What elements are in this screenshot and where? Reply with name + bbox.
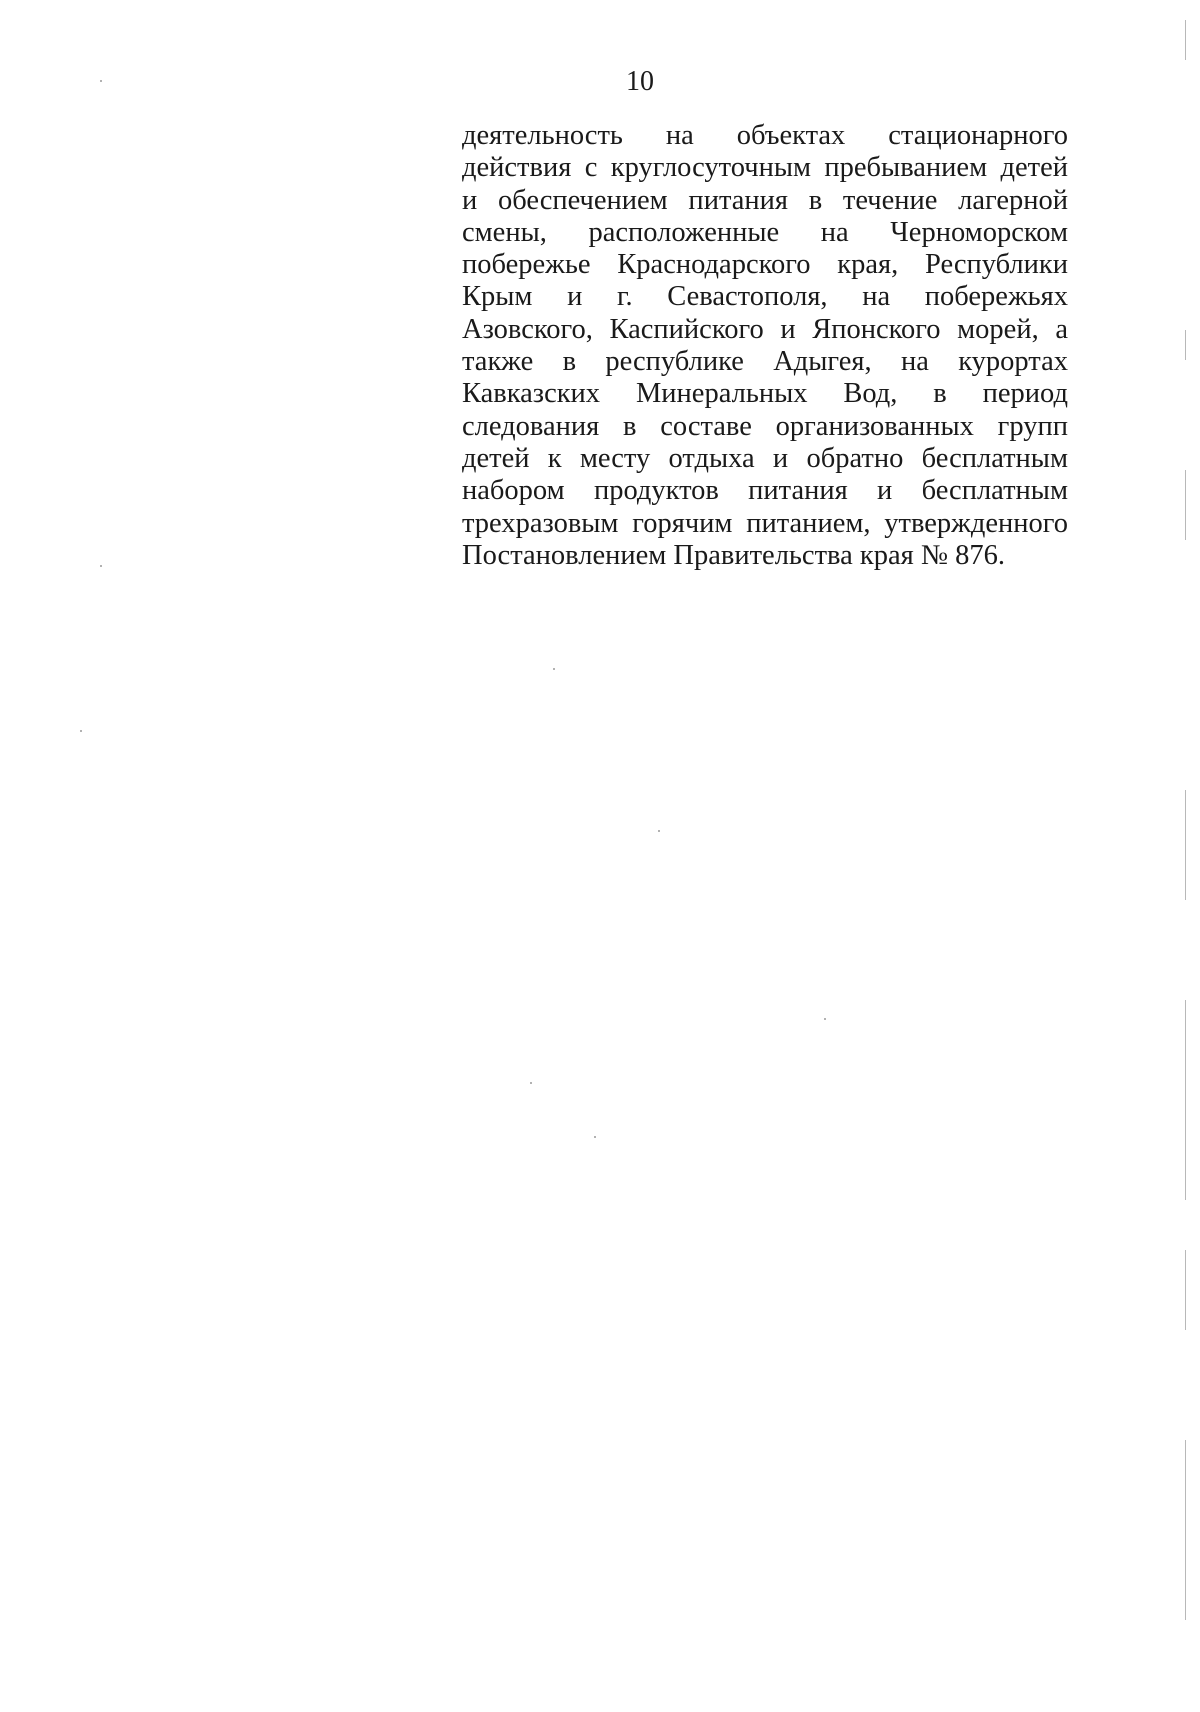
scan-edge-mark	[1185, 330, 1186, 360]
scan-edge-mark	[1185, 20, 1186, 60]
text-line: Кавказских Минеральных Вод, в период	[462, 378, 1068, 410]
text-line: смены, расположенные на Черноморском	[462, 216, 1068, 248]
body-paragraph	[462, 120, 1068, 572]
scan-edge-mark	[1185, 790, 1186, 900]
text-line: набором продуктов питания и бесплатным	[462, 475, 1068, 507]
scan-speck	[594, 1136, 596, 1138]
text-line: Крым и г. Севастополя, на побережьях	[462, 281, 1068, 313]
text-line: деятельность на объектах стационарного	[462, 120, 1068, 151]
text-line: следования в составе организованных групп	[462, 410, 1068, 442]
scan-edge-mark	[1185, 1440, 1186, 1620]
text-line: также в республике Адыгея, на курортах	[462, 346, 1068, 378]
text-line: побережье Краснодарского края, Республики	[462, 249, 1068, 281]
text-line: и обеспечением питания в течение лагерной	[462, 184, 1068, 216]
scan-speck	[80, 730, 82, 732]
scan-edge-mark	[1185, 1000, 1186, 1200]
scan-speck	[658, 830, 660, 832]
scan-speck	[530, 1082, 532, 1084]
scan-speck	[100, 80, 102, 82]
page-number: 10	[626, 66, 654, 97]
text-line: действия с круглосуточным пребыванием детей	[462, 152, 1068, 184]
text-line: Азовского, Каспийского и Японского морей, а	[462, 313, 1068, 345]
text-line: детей к месту отдыха и обратно бесплатным	[462, 442, 1068, 474]
text-line: трехразовым горячим питанием, утвержденного	[462, 507, 1068, 539]
scan-edge-mark	[1185, 470, 1186, 540]
scan-edge-mark	[1185, 1250, 1186, 1330]
scan-speck	[553, 668, 555, 670]
scan-speck	[824, 1018, 826, 1020]
text-line: Постановлением Правительства края № 876.	[462, 539, 1006, 571]
scan-speck	[100, 565, 102, 567]
